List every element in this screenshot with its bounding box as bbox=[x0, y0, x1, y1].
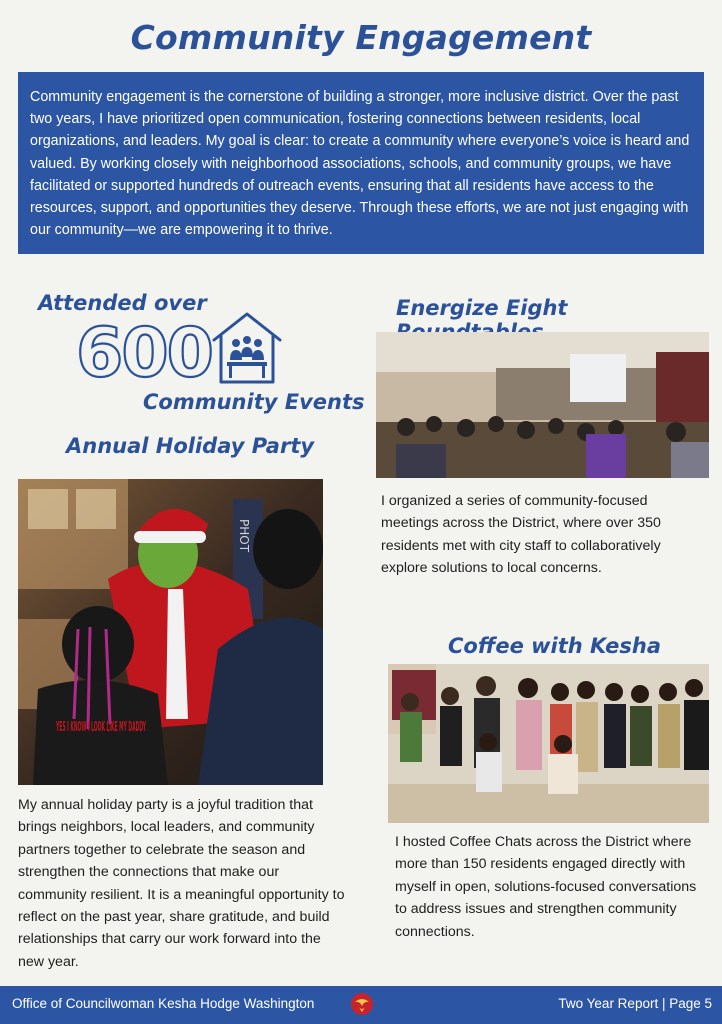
footer-page-info: Two Year Report | Page 5 bbox=[558, 996, 712, 1011]
intro-panel bbox=[18, 72, 704, 254]
photo-sign-text: PHOT bbox=[237, 519, 251, 553]
coffee-photo bbox=[388, 664, 709, 823]
stat-suffix: Community Events bbox=[143, 390, 365, 414]
stat-prefix: Attended over bbox=[38, 291, 207, 315]
holiday-body: My annual holiday party is a joyful tradition that brings neighbors, local leaders, and community partners together to celebrate the season and strengthen the connections that make our community resilient. It is a meaningful opportunity to reflect on the past year, share gratitude, and build relationships that carry our work forward into the new year. bbox=[18, 797, 345, 970]
coffee-body: I hosted Coffee Chats across the District where more than 150 residents engaged directly with myself in open, solutions-focused conversations to address issues and strengthen community connections. bbox=[395, 834, 697, 940]
roundtables-body: I organized a series of community-focused meetings across the District, where over 350 residents met with city staff to collaboratively explore solutions to local concerns. bbox=[381, 493, 661, 577]
page-footer bbox=[0, 986, 722, 1024]
roundtables-photo bbox=[376, 332, 709, 478]
shirt-text: YES I KNOW I LOOK LIKE MY DADDY bbox=[55, 720, 147, 735]
coffee-heading: Coffee with Kesha bbox=[448, 634, 662, 658]
intro-text: Community engagement is the cornerstone of building a stronger, more inclusive district. Over the past two years, I have prioritized open communication, fostering connections between residents, local organizations, and leaders. My goal is clear: to create a community where everyone’s voice is heard and valued. By working closely with neighborhood associations, schools, and community groups, we have facilitated or supported hundreds of outreach events, ensuring that all residents have access to the resources, support, and opportunities they deserve. Through these efforts, we are not just engaging with our community—we are empowering it to thrive. bbox=[30, 89, 690, 239]
phoenix-bird-logo-icon bbox=[350, 992, 374, 1016]
holiday-party-photo bbox=[18, 479, 323, 785]
page-title: Community Engagement bbox=[130, 18, 592, 57]
community-meeting-house-icon bbox=[210, 310, 284, 388]
roundtables-heading: Energize Eight bbox=[396, 296, 568, 320]
stat-number: 600 bbox=[76, 314, 212, 393]
footer-office: Office of Councilwoman Kesha Hodge Washington bbox=[12, 996, 315, 1011]
holiday-heading: Annual Holiday Party bbox=[66, 434, 315, 458]
